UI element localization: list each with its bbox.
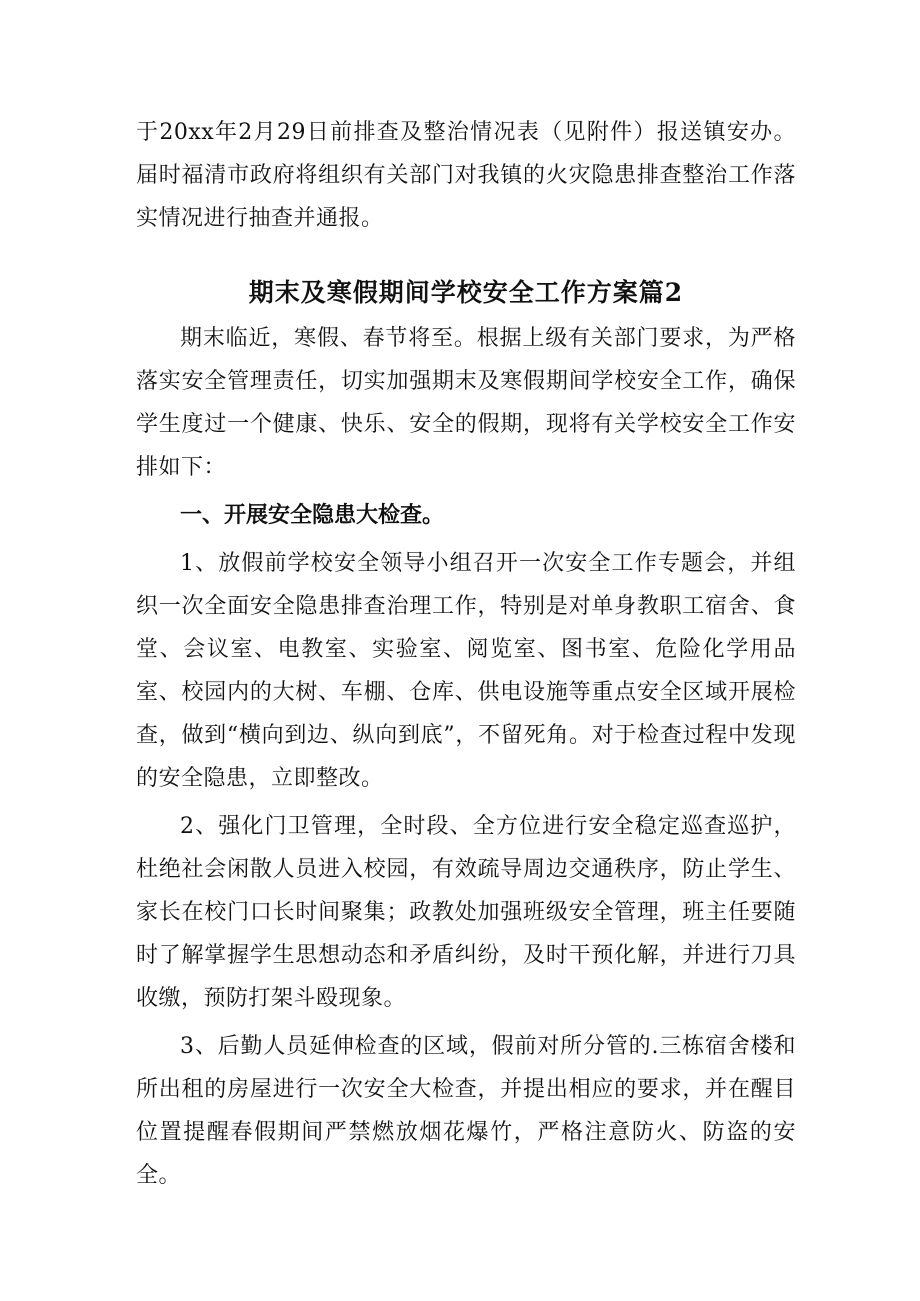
body-paragraph-item-1: 1、放假前学校安全领导小组召开一次安全工作专题会，并组织一次全面安全隐患排查治理工作，特别是对单身教职工宿舍、食堂、会议室、电教室、实验室、阅览室、图书室、危险化学用品室、校园内的大树、车棚、仓库、供电设施等重点安全区域开展检查，做到“横向到边、纵向到底”，不留死角。对于检查过程中发现的安全隐患，立即整改。 xyxy=(136,551,796,791)
section-heading-1: 一、开展安全隐患大检查。 xyxy=(180,503,445,528)
body-paragraph-intro: 期末临近，寒假、春节将至。根据上级有关部门要求，为严格落实安全管理责任，切实加强期末及寒假期间学校安全工作，确保学生度过一个健康、快乐、安全的假期，现将有关学校安全工作安排如下： xyxy=(136,326,796,480)
section-title: 期末及寒假期间学校安全工作方案篇2 xyxy=(248,278,684,307)
intro-paragraph: 于20xx年2月29日前排查及整治情况表（见附件）报送镇安办。届时福清市政府将组织有关部门对我镇的火灾隐患排查整治工作落实情况进行抽查并通报。 xyxy=(136,120,796,231)
document-body xyxy=(136,111,796,1197)
body-paragraph-item-3: 3、后勤人员延伸检查的区域，假前对所分管的.三栋宿舍楼和所出租的房屋进行一次安全大检查，并提出相应的要求，并在醒目位置提醒春假期间严禁燃放烟花爆竹，严格注意防火、防盗的安全。 xyxy=(136,1034,796,1188)
body-paragraph-item-2: 2、强化门卫管理，全时段、全方位进行安全稳定巡查巡护，杜绝社会闲散人员进入校园，有效疏导周边交通秩序，防止学生、家长在校门口长时间聚集；政教处加强班级安全管理，班主任要随时了解掌握学生思想动态和矛盾纠纷，及时干预化解，并进行刀具收缴，预防打架斗殴现象。 xyxy=(136,814,796,1011)
